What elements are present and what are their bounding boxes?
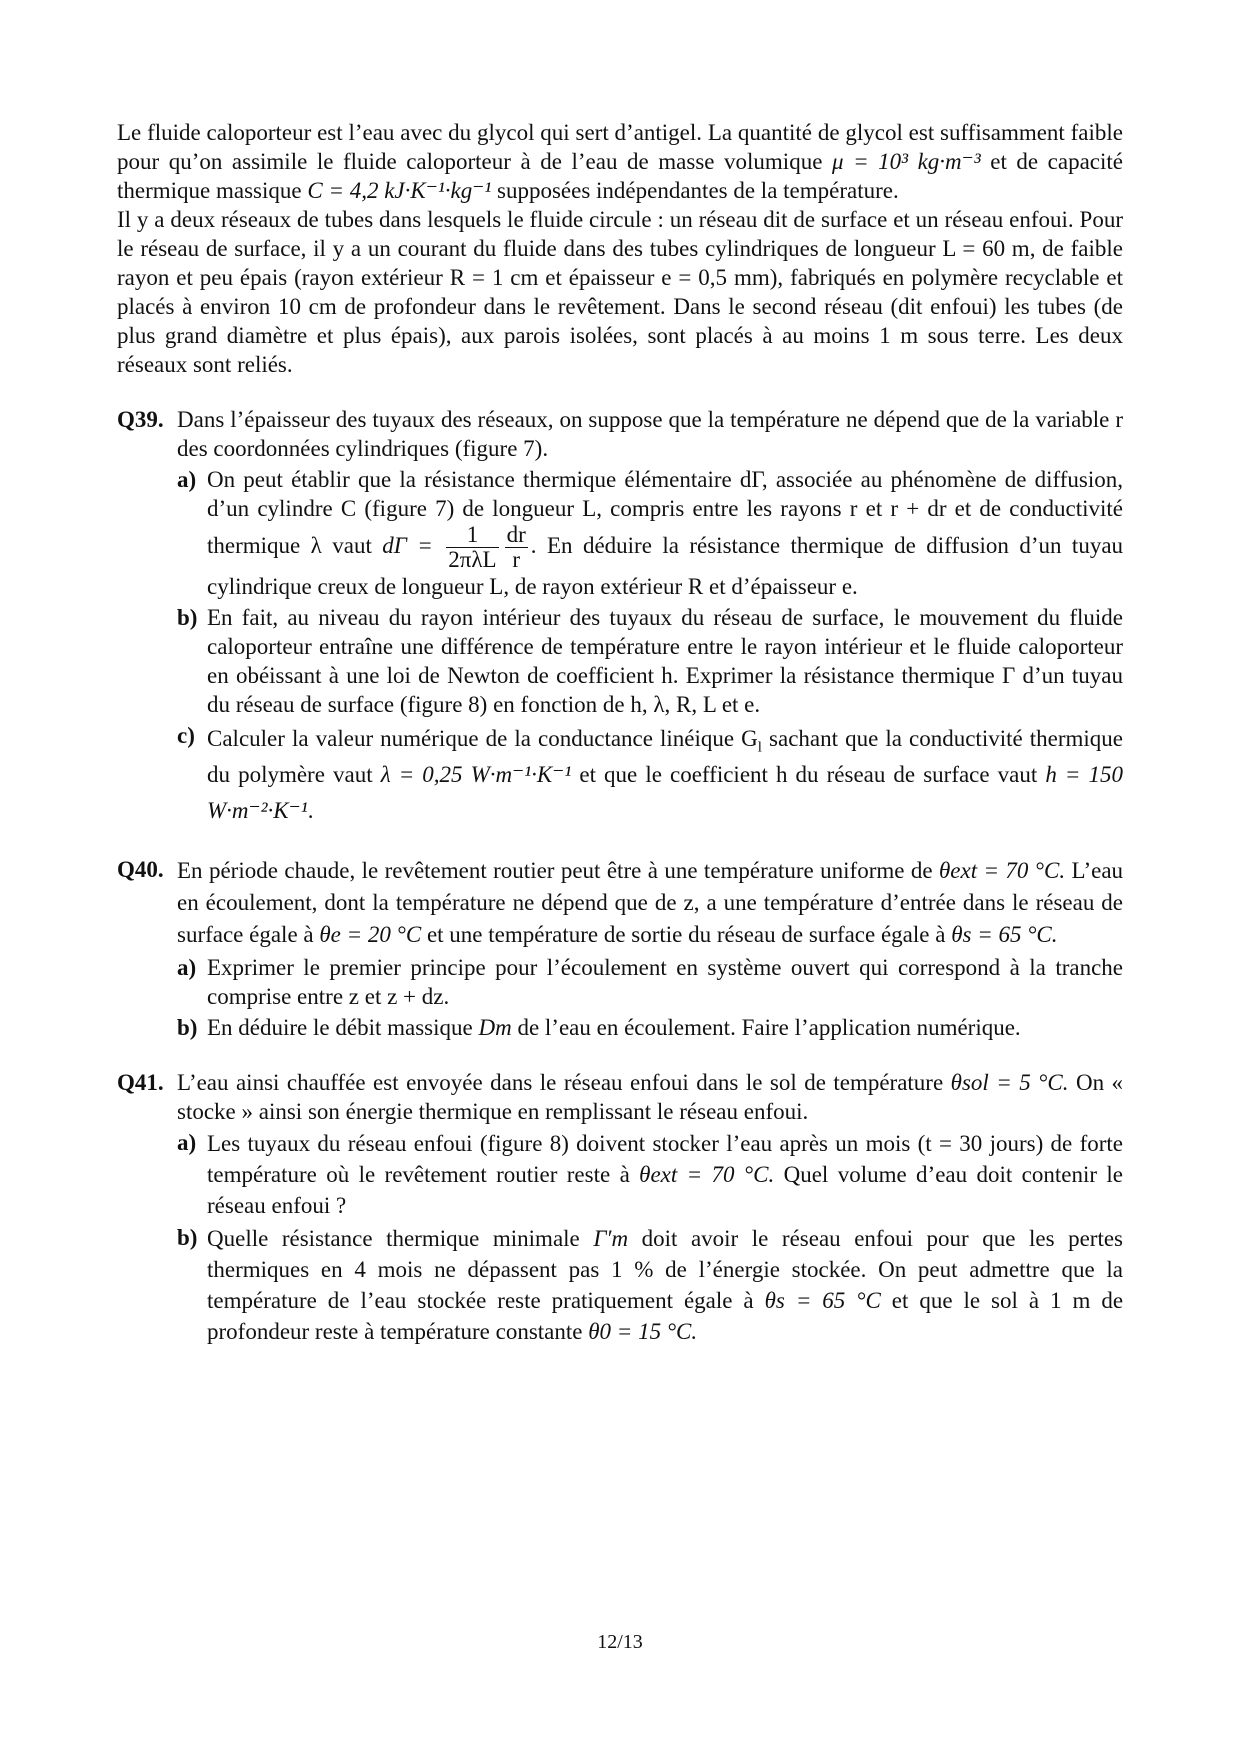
formula-lambda: λ = 0,25 W·m⁻¹·K⁻¹: [380, 762, 572, 787]
question-41: [117, 1068, 1123, 1347]
intro-paragraph-1: Le fluide caloporteur est l’eau avec du glycol qui sert d’antigel. La quantité de glycol est suffisamment faible pour qu’on assimile le fluide caloporteur à de l’eau de masse volumique μ = 10³ kg·m⁻³ et de capacité thermique massique C = 4,2 kJ·K⁻¹·kg⁻¹ supposées indépendantes de la température.: [117, 120, 1123, 203]
subquestion-c: c) Calculer la valeur numérique de la conductance linéique $G_l$ sachant que la conductivité thermique du polymère vaut λ = 0,25 W·m⁻¹·K⁻¹ et que le coefficient h du réseau de surface vaut h = 150 W·m⁻²·K⁻¹.: [177, 723, 1124, 823]
subquestion-a: a) On peut établir que la résistance thermique élémentaire dΓ, associée au phénomène de diffusion, d’un cylindre C (figure 7) de longueur L, compris entre les rayons r et r + dr et de conductivité thermique λ vaut dΓ = $\frac{1}{\text{2πλL}}$ $\frac{dr}{r}$ . En déduire la résistance thermique de diffusion d’un tuyau cylindrique creux de longueur L, de rayon extérieur R et d’épaisseur e.: [177, 467, 1124, 599]
document-page: [117, 118, 1123, 1347]
intro-section: [117, 118, 1123, 379]
question-number: Q40.: [117, 857, 164, 882]
question-text: Dans l’épaisseur des tuyaux des réseaux, on suppose que la température ne dépend que de la variable r des coordonnées cylindriques (figure 7).: [177, 407, 1123, 461]
subquestion-b: b) Quelle résistance thermique minimale Γ′m doit avoir le réseau enfoui pour que les pertes thermiques en 4 mois ne dépassent pas 1 % de l’énergie stockée. On peut admettre que la température de l’eau stockée reste pratiquement égale à θs = 65 °C et que le sol à 1 m de profondeur reste à température constante θ0 = 15 °C.: [177, 1225, 1124, 1344]
question-number: Q39.: [117, 407, 164, 432]
fraction-2: $\frac{dr}{r}$: [506, 522, 526, 572]
question-39: [117, 405, 1123, 829]
subquestion-b: b) En déduire le débit massique Dm de l’eau en écoulement. Faire l’application numérique.: [177, 1015, 1021, 1040]
fraction-1: $\frac{1}{\text{2πλL}}$: [448, 522, 497, 572]
subquestion-b: b) En fait, au niveau du rayon intérieur des tuyaux du réseau de surface, le mouvement du fluide caloporteur entraîne une différence de température entre le rayon intérieur et le fluide caloporteur en obéissant à une loi de Newton de coefficient h. Exprimer la résistance thermique Γ d’un tuyau du réseau de surface (figure 8) en fonction de h, λ, R, L et e.: [177, 605, 1123, 717]
page-number: 12/13: [597, 1631, 643, 1653]
formula-mu: μ = 10³ kg·m⁻³: [831, 149, 981, 174]
intro-paragraph-2: Il y a deux réseaux de tubes dans lesquels le fluide circule : un réseau dit de surface et un réseau enfoui. Pour le réseau de surface, il y a un courant du fluide dans des tubes cylindriques de longueur L = 60 m, de faible rayon et peu épais (rayon extérieur R = 1 cm et épaisseur e = 0,5 mm), fabriqués en polymère recyclable et placés à environ 10 cm de profondeur dans le revêtement. Dans le second réseau (dit enfoui) les tubes (de plus grand diamètre et plus épais), aux parois isolées, sont placés à au moins 1 m sous terre. Les deux réseaux sont reliés.: [117, 207, 1123, 377]
question-number: Q41.: [117, 1070, 164, 1095]
formula-dgamma: dΓ =: [382, 532, 433, 558]
question-text: L’eau ainsi chauffée est envoyée dans le réseau enfoui dans le sol de température θsol = 5 °C. On « stocke » ainsi son énergie thermique en remplissant le réseau enfoui.: [177, 1070, 1124, 1124]
question-40: [117, 855, 1123, 1042]
subquestion-a: a) Exprimer le premier principe pour l’écoulement en système ouvert qui correspond à la tranche comprise entre z et z + dz.: [177, 955, 1123, 1009]
subquestion-a: a) Les tuyaux du réseau enfoui (figure 8) doivent stocker l’eau après un mois (t = 30 jours) de forte température où le revêtement routier reste à θext = 70 °C. Quel volume d’eau doit contenir le réseau enfoui ?: [177, 1130, 1124, 1218]
formula-h: h = 150 W·m⁻²·K⁻¹: [207, 762, 1124, 823]
question-text: En période chaude, le revêtement routier peut être à une température uniforme de θext = 70 °C. L’eau en écoulement, dont la température ne dépend que de z, a une température d’entrée dans le réseau de surface égale à θe = 20 °C et une température de sortie du réseau de surface égale à θs = 65 °C.: [177, 858, 1124, 947]
formula-c: C = 4,2 kJ·K⁻¹·kg⁻¹: [307, 178, 492, 203]
